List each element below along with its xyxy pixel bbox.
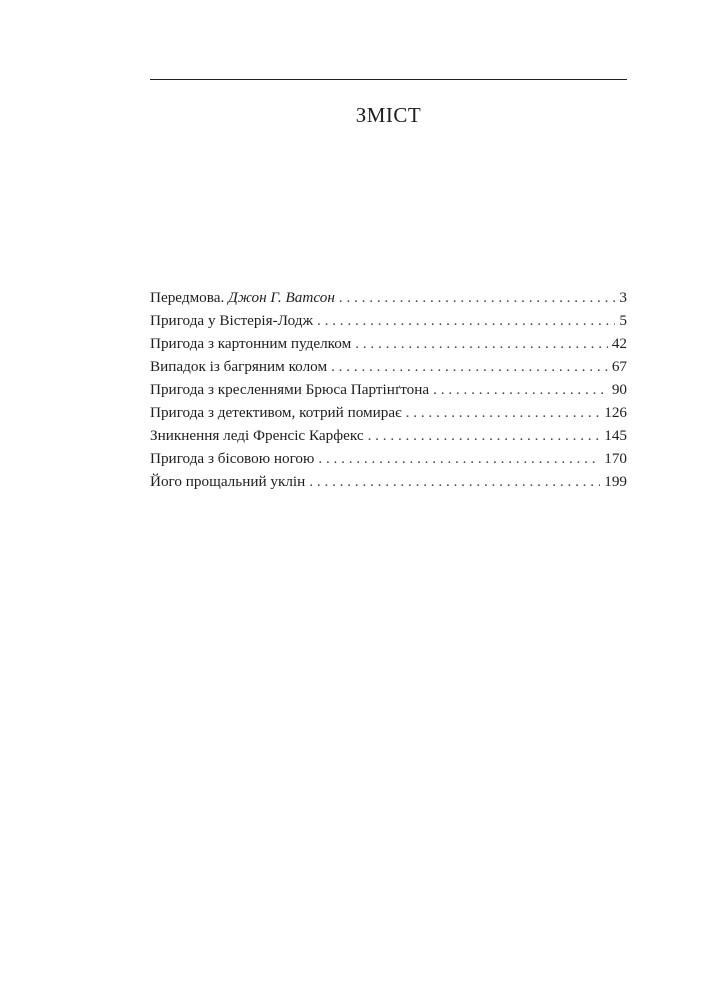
- toc-entry[interactable]: [150, 424, 627, 447]
- toc-entry[interactable]: [150, 309, 627, 332]
- toc-entry-page: 170: [604, 450, 627, 467]
- toc-entry[interactable]: [150, 470, 627, 493]
- dot-leader: [331, 355, 608, 378]
- toc-entry-preface[interactable]: [150, 286, 627, 309]
- toc-entry-page: 42: [611, 335, 627, 352]
- toc-entry-page: 5: [619, 312, 627, 329]
- toc-entry-title: Пригода з картонним пуделком: [150, 335, 352, 352]
- dot-leader: [339, 286, 616, 309]
- toc-entry-title: [150, 286, 335, 309]
- dot-leader: [309, 470, 600, 493]
- toc-entry[interactable]: [150, 447, 627, 470]
- table-of-contents: [150, 286, 627, 493]
- dot-leader: [433, 378, 608, 401]
- toc-entry-page: 126: [604, 404, 627, 421]
- toc-entry-title: Випадок із багряним колом: [150, 358, 328, 375]
- top-rule: [150, 79, 627, 80]
- toc-entry[interactable]: [150, 332, 627, 355]
- toc-entry[interactable]: [150, 401, 627, 424]
- dot-leader: [318, 447, 600, 470]
- dot-leader: [355, 332, 608, 355]
- toc-entry-author: Джон Г. Ватсон: [228, 289, 335, 306]
- toc-entry-title: Пригода з бісовою ногою: [150, 450, 315, 467]
- toc-entry-title: Пригода у Вістерія-Лодж: [150, 312, 313, 329]
- toc-entry-title: Його прощальний уклін: [150, 473, 306, 490]
- toc-entry-page: 67: [611, 358, 627, 375]
- dot-leader: [368, 424, 601, 447]
- toc-entry-title: Пригода з кресленнями Брюса Партінґтона: [150, 381, 430, 398]
- toc-entry-page: 3: [619, 289, 627, 306]
- toc-entry[interactable]: [150, 355, 627, 378]
- dot-leader: [406, 401, 601, 424]
- toc-entry-title: Зникнення леді Френсіс Карфекс: [150, 427, 364, 444]
- page-title: ЗМІСТ: [355, 103, 422, 127]
- toc-entry-title-text: Передмова.: [150, 289, 225, 306]
- toc-entry-page: 145: [604, 427, 627, 444]
- toc-entry[interactable]: [150, 378, 627, 401]
- toc-entry-page: 199: [604, 473, 627, 490]
- toc-entry-title: Пригода з детективом, котрий помирає: [150, 404, 402, 421]
- toc-entry-page: 90: [611, 381, 627, 398]
- dot-leader: [317, 309, 615, 332]
